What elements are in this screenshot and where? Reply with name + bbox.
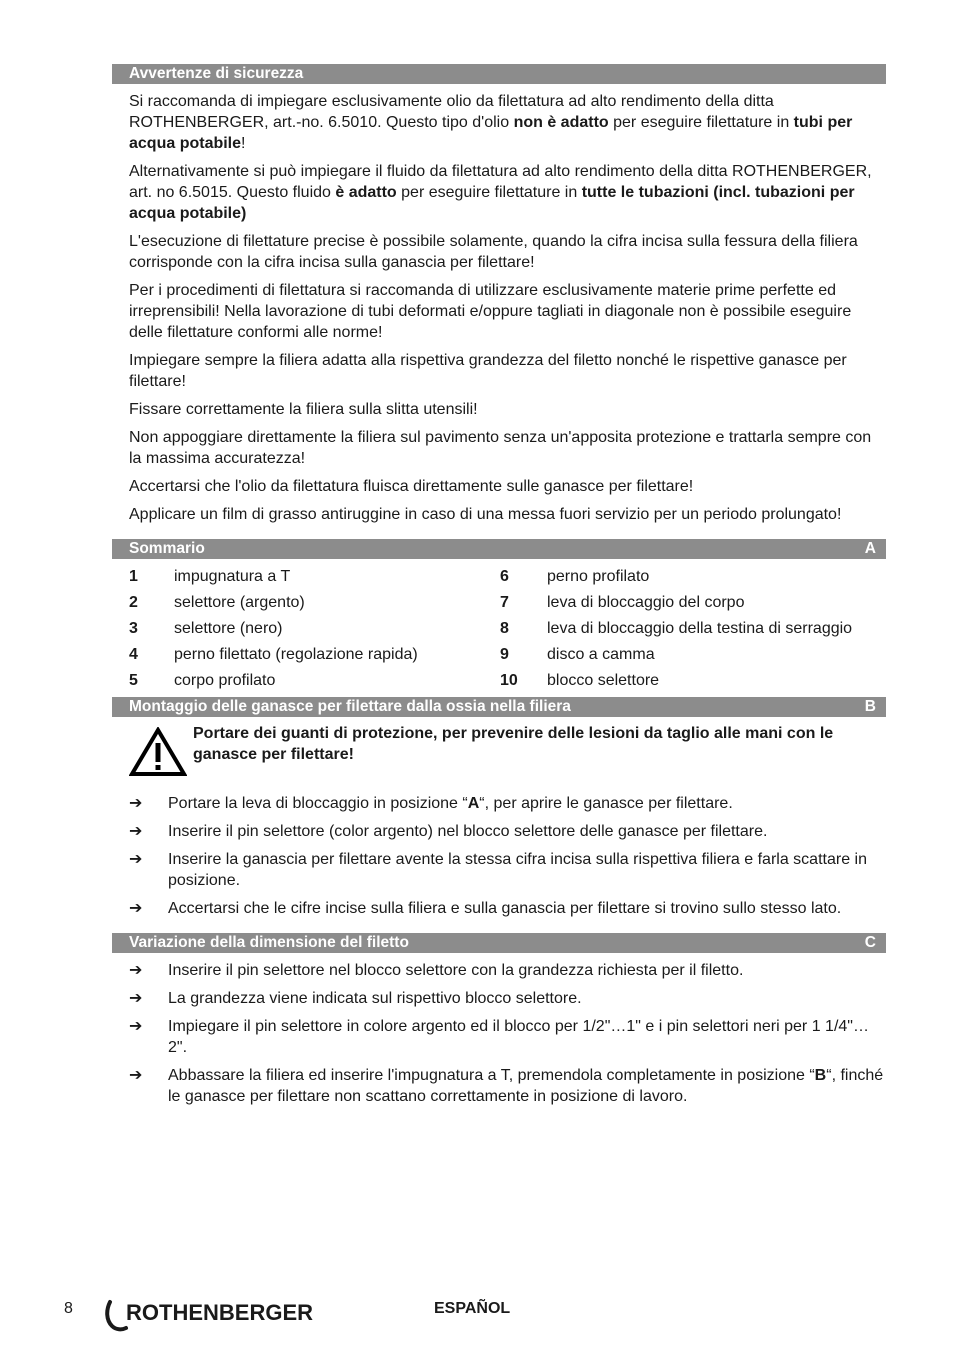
arrow-right-icon: ➔: [129, 900, 143, 917]
warning-box: [129, 723, 886, 783]
part-number: 8: [500, 620, 509, 637]
thread-steps: [129, 960, 886, 1107]
part-label: selettore (argento): [174, 594, 305, 611]
part-number: 4: [129, 646, 138, 663]
part-label: perno profilato: [547, 568, 650, 585]
list-item: [129, 988, 886, 1009]
part-number: 2: [129, 594, 138, 611]
language-label: ESPAÑOL: [434, 1300, 511, 1317]
page-footer: [0, 1296, 954, 1336]
warning-text: Portare dei guanti di protezione, per prevenire delle lesioni da taglio alle mani con le ganasce per filettare!: [193, 725, 834, 763]
part-label: selettore (nero): [174, 620, 283, 637]
list-item: [129, 898, 886, 919]
part-number: 9: [500, 646, 509, 663]
paragraph: Per i procedimenti di filettatura si raccomanda di utilizzare esclusivamente materie prime perfette ed irreprensibili! Nella lavorazione di tubi deformati e/oppure tagliati in diagonale non è possibile eseguire delle filettature conformi alle norme!: [129, 282, 852, 341]
paragraph: Fissare correttamente la filiera sulla slitta utensili!: [129, 401, 478, 418]
section-header-summary: [112, 539, 886, 559]
section-header-mounting: [112, 697, 886, 717]
part-number: 3: [129, 620, 138, 637]
list-item: [129, 960, 886, 981]
arrow-right-icon: ➔: [129, 990, 143, 1007]
section-letter: A: [864, 540, 876, 557]
arrow-right-icon: ➔: [129, 851, 143, 868]
page-number: 8: [64, 1300, 73, 1317]
paragraph: Applicare un film di grasso antiruggine in caso di una messa fuori servizio per un periodo prolungato!: [129, 506, 842, 523]
section-header-safety: [112, 64, 886, 84]
arrow-right-icon: ➔: [129, 1067, 143, 1084]
part-number: 7: [500, 594, 509, 611]
text: Portare la leva di bloccaggio in posizione “: [168, 795, 468, 812]
summary-content: [112, 566, 886, 691]
text: Si raccomanda di impiegare esclusivamente olio da filettatura ad alto rendimento della ditta ROTHENBERGER, art.-no. 6.5010. Questo tipo d'olio: [129, 93, 774, 131]
mounting-content: [112, 723, 886, 919]
bold-text: B: [814, 1067, 827, 1084]
step-text: Inserire la ganascia per filettare avente la stessa cifra incisa sulla rispettiva filiera e farla scattare in posizione.: [168, 851, 867, 889]
step-text: Impiegare il pin selettore in colore argento ed il blocco per 1/2"…1" e i pin selettori neri per 1 1/4"…2".: [168, 1018, 869, 1056]
arrow-right-icon: ➔: [129, 1018, 143, 1035]
list-item: [129, 793, 886, 814]
paragraph: Accertarsi che l'olio da filettatura fluisca direttamente sulle ganasce per filettare!: [129, 478, 694, 495]
parts-list: [129, 566, 886, 691]
part-number: 10: [500, 672, 518, 689]
bold-text: non è adatto: [513, 114, 609, 131]
bold-text: è adatto: [335, 184, 397, 201]
section-header-thread: [112, 933, 886, 953]
text: per eseguire filettature in: [608, 114, 794, 131]
bold-text: tubi per acqua potabile: [129, 114, 853, 152]
bold-text: A: [467, 795, 480, 812]
part-label: blocco selettore: [547, 672, 660, 689]
step-text: [168, 793, 733, 814]
section-letter: B: [864, 698, 876, 715]
section-letter: C: [864, 934, 876, 951]
section-title: Avvertenze di sicurezza: [129, 65, 304, 82]
list-item: [129, 1065, 886, 1107]
arrow-right-icon: ➔: [129, 962, 143, 979]
paragraph: Non appoggiare direttamente la filiera sul pavimento senza un'apposita protezione e trattarla sempre con la massima accuratezza!: [129, 429, 872, 467]
part-number: 5: [129, 672, 138, 689]
list-item: [129, 849, 886, 891]
section-title: Montaggio delle ganasce per filettare dalla ossia nella filiera: [129, 698, 571, 715]
rothenberger-logo: [104, 1296, 354, 1337]
bold-text: tutte le tubazioni (incl. tubazioni per acqua potabile): [129, 184, 855, 222]
arrow-right-icon: ➔: [129, 795, 143, 812]
part-label: perno filettato (regolazione rapida): [174, 646, 418, 663]
part-label: leva di bloccaggio del corpo: [547, 594, 745, 611]
text: per eseguire filettature in: [396, 184, 582, 201]
document-page: [112, 64, 886, 1107]
mounting-steps: [129, 793, 886, 919]
step-text: Accertarsi che le cifre incise sulla filiera e sulla ganascia per filettare si trovino sullo stesso lato.: [168, 900, 842, 917]
text: Alternativamente si può impiegare il fluido da filettatura ad alto rendimento della ditta ROTHENBERGER, art. no 6.5015. Questo fluido: [129, 163, 872, 201]
part-number: 6: [500, 568, 509, 585]
section-title: Variazione della dimensione del filetto: [129, 934, 409, 951]
step-text: Inserire il pin selettore nel blocco selettore con la grandezza richiesta per il filetto.: [168, 962, 744, 979]
text: “, finché le ganasce per filettare non scattano correttamente in posizione di lavoro.: [168, 1067, 884, 1105]
list-item: [129, 821, 886, 842]
warning-triangle-icon: [129, 723, 193, 783]
section-title: Sommario: [129, 540, 205, 557]
text: Abbassare la filiera ed inserire l'impugnatura a T, premendola completamente in posizione “: [168, 1067, 815, 1084]
thread-content: [112, 960, 886, 1107]
step-text: La grandezza viene indicata sul rispettivo blocco selettore.: [168, 990, 582, 1007]
safety-content: [112, 91, 886, 525]
text: !: [241, 135, 246, 152]
step-text: Inserire il pin selettore (color argento) nel blocco selettore delle ganasce per filettare.: [168, 823, 768, 840]
paragraph: L'esecuzione di filettature precise è possibile solamente, quando la cifra incisa sulla fessura della filiera corrisponde con la cifra incisa sulla ganascia per filettare!: [129, 233, 858, 271]
paragraph: Impiegare sempre la filiera adatta alla rispettiva grandezza del filetto nonché le rispettive ganasce per filettare!: [129, 352, 847, 390]
part-number: 1: [129, 568, 138, 585]
part-label: leva di bloccaggio della testina di serraggio: [547, 620, 853, 637]
step-text: [168, 1065, 886, 1107]
paragraph: [129, 91, 886, 154]
part-label: impugnatura a T: [174, 568, 291, 585]
brand-name: ROTHENBERGER: [126, 1300, 314, 1325]
arrow-right-icon: ➔: [129, 823, 143, 840]
text: “, per aprire le ganasce per filettare.: [479, 795, 733, 812]
list-item: [129, 1016, 886, 1058]
paragraph: [129, 161, 886, 224]
part-label: disco a camma: [547, 646, 655, 663]
part-label: corpo profilato: [174, 672, 276, 689]
